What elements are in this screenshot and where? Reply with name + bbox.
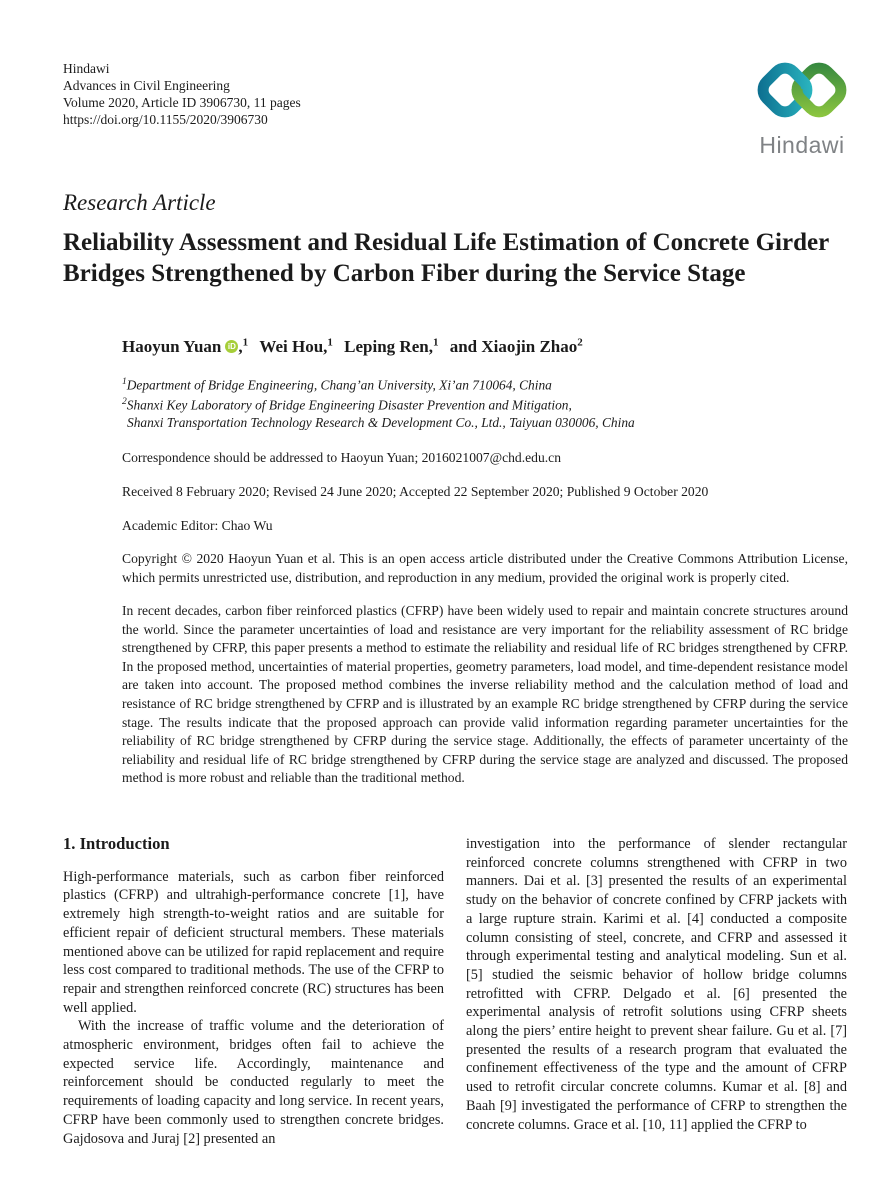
editor-line: Academic Editor: Chao Wu [122, 518, 273, 534]
paragraph: High-performance materials, such as carbon fiber reinforced plastics (CFRP) and ultrahigh-performance concrete [1], have extremely high strength-to-weight ratios and are suitable for efficient repair of deficient structural members. These materials mentioned above can be utilized for rapid replacement and require less cost compared to traditional methods. The use of the CFRP to repair and strengthen reinforced concrete (RC) structures has been well applied. [63, 868, 444, 1016]
author-affil-sup: 1 [242, 336, 249, 348]
affiliation-line [122, 394, 848, 414]
section-heading-introduction: 1. Introduction [63, 834, 170, 854]
hindawi-logo-icon [752, 52, 852, 130]
author-separator: , [238, 336, 243, 356]
affiliations [122, 374, 848, 431]
copyright-text: Copyright © 2020 Haoyun Yuan et al. This is an open access article distributed under the Creative Commons Attribution License, which permits unrestricted use, distribution, and reproduction in any medium, provided the original work is properly cited. [122, 551, 848, 585]
author-name: Wei Hou [259, 336, 324, 356]
correspondence-line: Correspondence should be addressed to Haoyun Yuan; 2016021007@chd.edu.cn [122, 450, 561, 466]
affil-text: Shanxi Transportation Technology Research & Development Co., Ltd., Taiyuan 030006, China [127, 414, 635, 430]
orcid-icon[interactable]: iD [225, 340, 238, 353]
author-affil-sup: 2 [577, 336, 583, 348]
abstract-text: In recent decades, carbon fiber reinforced plastics (CFRP) have been widely used to repair and maintain concrete structures around the world. Since the parameter uncertainties of load and resistance are very important for the reliability assessment of RC bridge strengthened by CFRP, this paper presents a method to estimate the reliability and residual life of RC bridges strengthened by CFRP. In the proposed method, uncertainties of material properties, geometry parameters, load model, and time-dependent resistance model are taken into account. The proposed method combines the inverse reliability method and the calculation method of load and resistance of RC bridge strengthened by CFRP and is illustrated by an example RC bridge strengthened by CFRP during the service stage. The results indicate that the proposed approach can provide valid information regarding parameter uncertainties for the reliability of RC bridge strengthened by CFRP during the service stage. Additionally, the effects of parameter uncertainty of the reliability and residual life of RC bridge strengthened by CFRP during the service stage are analyzed and discussed. The proposed method is more robust and reliable than the traditional method. [122, 603, 848, 786]
hindawi-logo [748, 52, 856, 159]
author-4 [450, 337, 583, 356]
author-byline [122, 336, 848, 357]
affiliation-line [122, 374, 848, 394]
column-right [466, 835, 847, 1134]
author-name: and Xiaojin Zhao [449, 336, 578, 356]
author-3 [344, 337, 438, 356]
column-left [63, 835, 444, 1148]
affil-text: Department of Bridge Engineering, Chang’an University, Xi’an 710064, China [126, 377, 552, 393]
author-name: Leping Ren [344, 336, 429, 356]
publication-info [63, 60, 848, 128]
affil-text: Shanxi Key Laboratory of Bridge Engineering Disaster Prevention and Mitigation, [126, 397, 572, 413]
doi-link[interactable]: https://doi.org/10.1155/2020/3906730 [63, 112, 268, 127]
author-2 [259, 337, 333, 356]
affil-sup: 2 [122, 396, 127, 407]
author-name: Haoyun Yuan [122, 336, 222, 356]
history-line: Received 8 February 2020; Revised 24 June 2020; Accepted 22 September 2020; Published 9 October 2020 [122, 484, 709, 500]
article-title: Reliability Assessment and Residual Life Estimation of Concrete Girder Bridges Strengthened by Carbon Fiber during the Service Stage [63, 229, 829, 287]
article-id-line: Volume 2020, Article ID 3906730, 11 pages [63, 95, 301, 110]
author-affil-sup: 1 [432, 336, 439, 348]
hindawi-wordmark: Hindawi [759, 132, 845, 158]
journal-name: Advances in Civil Engineering [63, 78, 230, 93]
article-type-label: Research Article [63, 190, 216, 215]
affil-sup: 1 [122, 376, 127, 387]
body-columns [63, 835, 848, 1148]
author-1 [122, 337, 248, 356]
paragraph: investigation into the performance of slender rectangular reinforced concrete columns strengthened with CFRP in two manners. Dai et al. [3] presented the results of an experimental study on the behavior of concrete confined by CFRP jackets with a large rupture strain. Karimi et al. [4] conducted a composite column consisting of steel, concrete, and CFRP and assessed it through experimental testing and analytical modeling. Sun et al. [5] studied the seismic behavior of hollow bridge columns retrofitted with CFRP. Delgado et al. [6] presented the experimental analysis of retrofit solutions using CFRP sheets along the piers’ entire height to prevent shear failure. Gu et al. [7] presented the results of a research program that evaluated the confinement effectiveness of the type and the amount of CFRP used to retrofit circular concrete columns. Kumar et al. [8] and Baah [9] investigated the performance of CFRP to strengthen the concrete columns. Grace et al. [10, 11] applied the CFRP to [466, 836, 847, 1133]
paragraph: With the increase of traffic volume and the deterioration of atmospheric environment, bridges often fail to achieve the expected service life. Accordingly, maintenance and reinforcement should be conducted regularly to meet the requirements of loading capacity and long service. In recent years, CFRP have been commonly used to strengthen concrete bridges. Gajdosova and Juraj [2] presented an [63, 1018, 444, 1147]
author-separator: , [428, 336, 433, 356]
author-affil-sup: 1 [327, 336, 333, 348]
publisher-name: Hindawi [63, 61, 110, 76]
affiliation-line [122, 414, 848, 432]
author-separator: , [323, 336, 328, 356]
